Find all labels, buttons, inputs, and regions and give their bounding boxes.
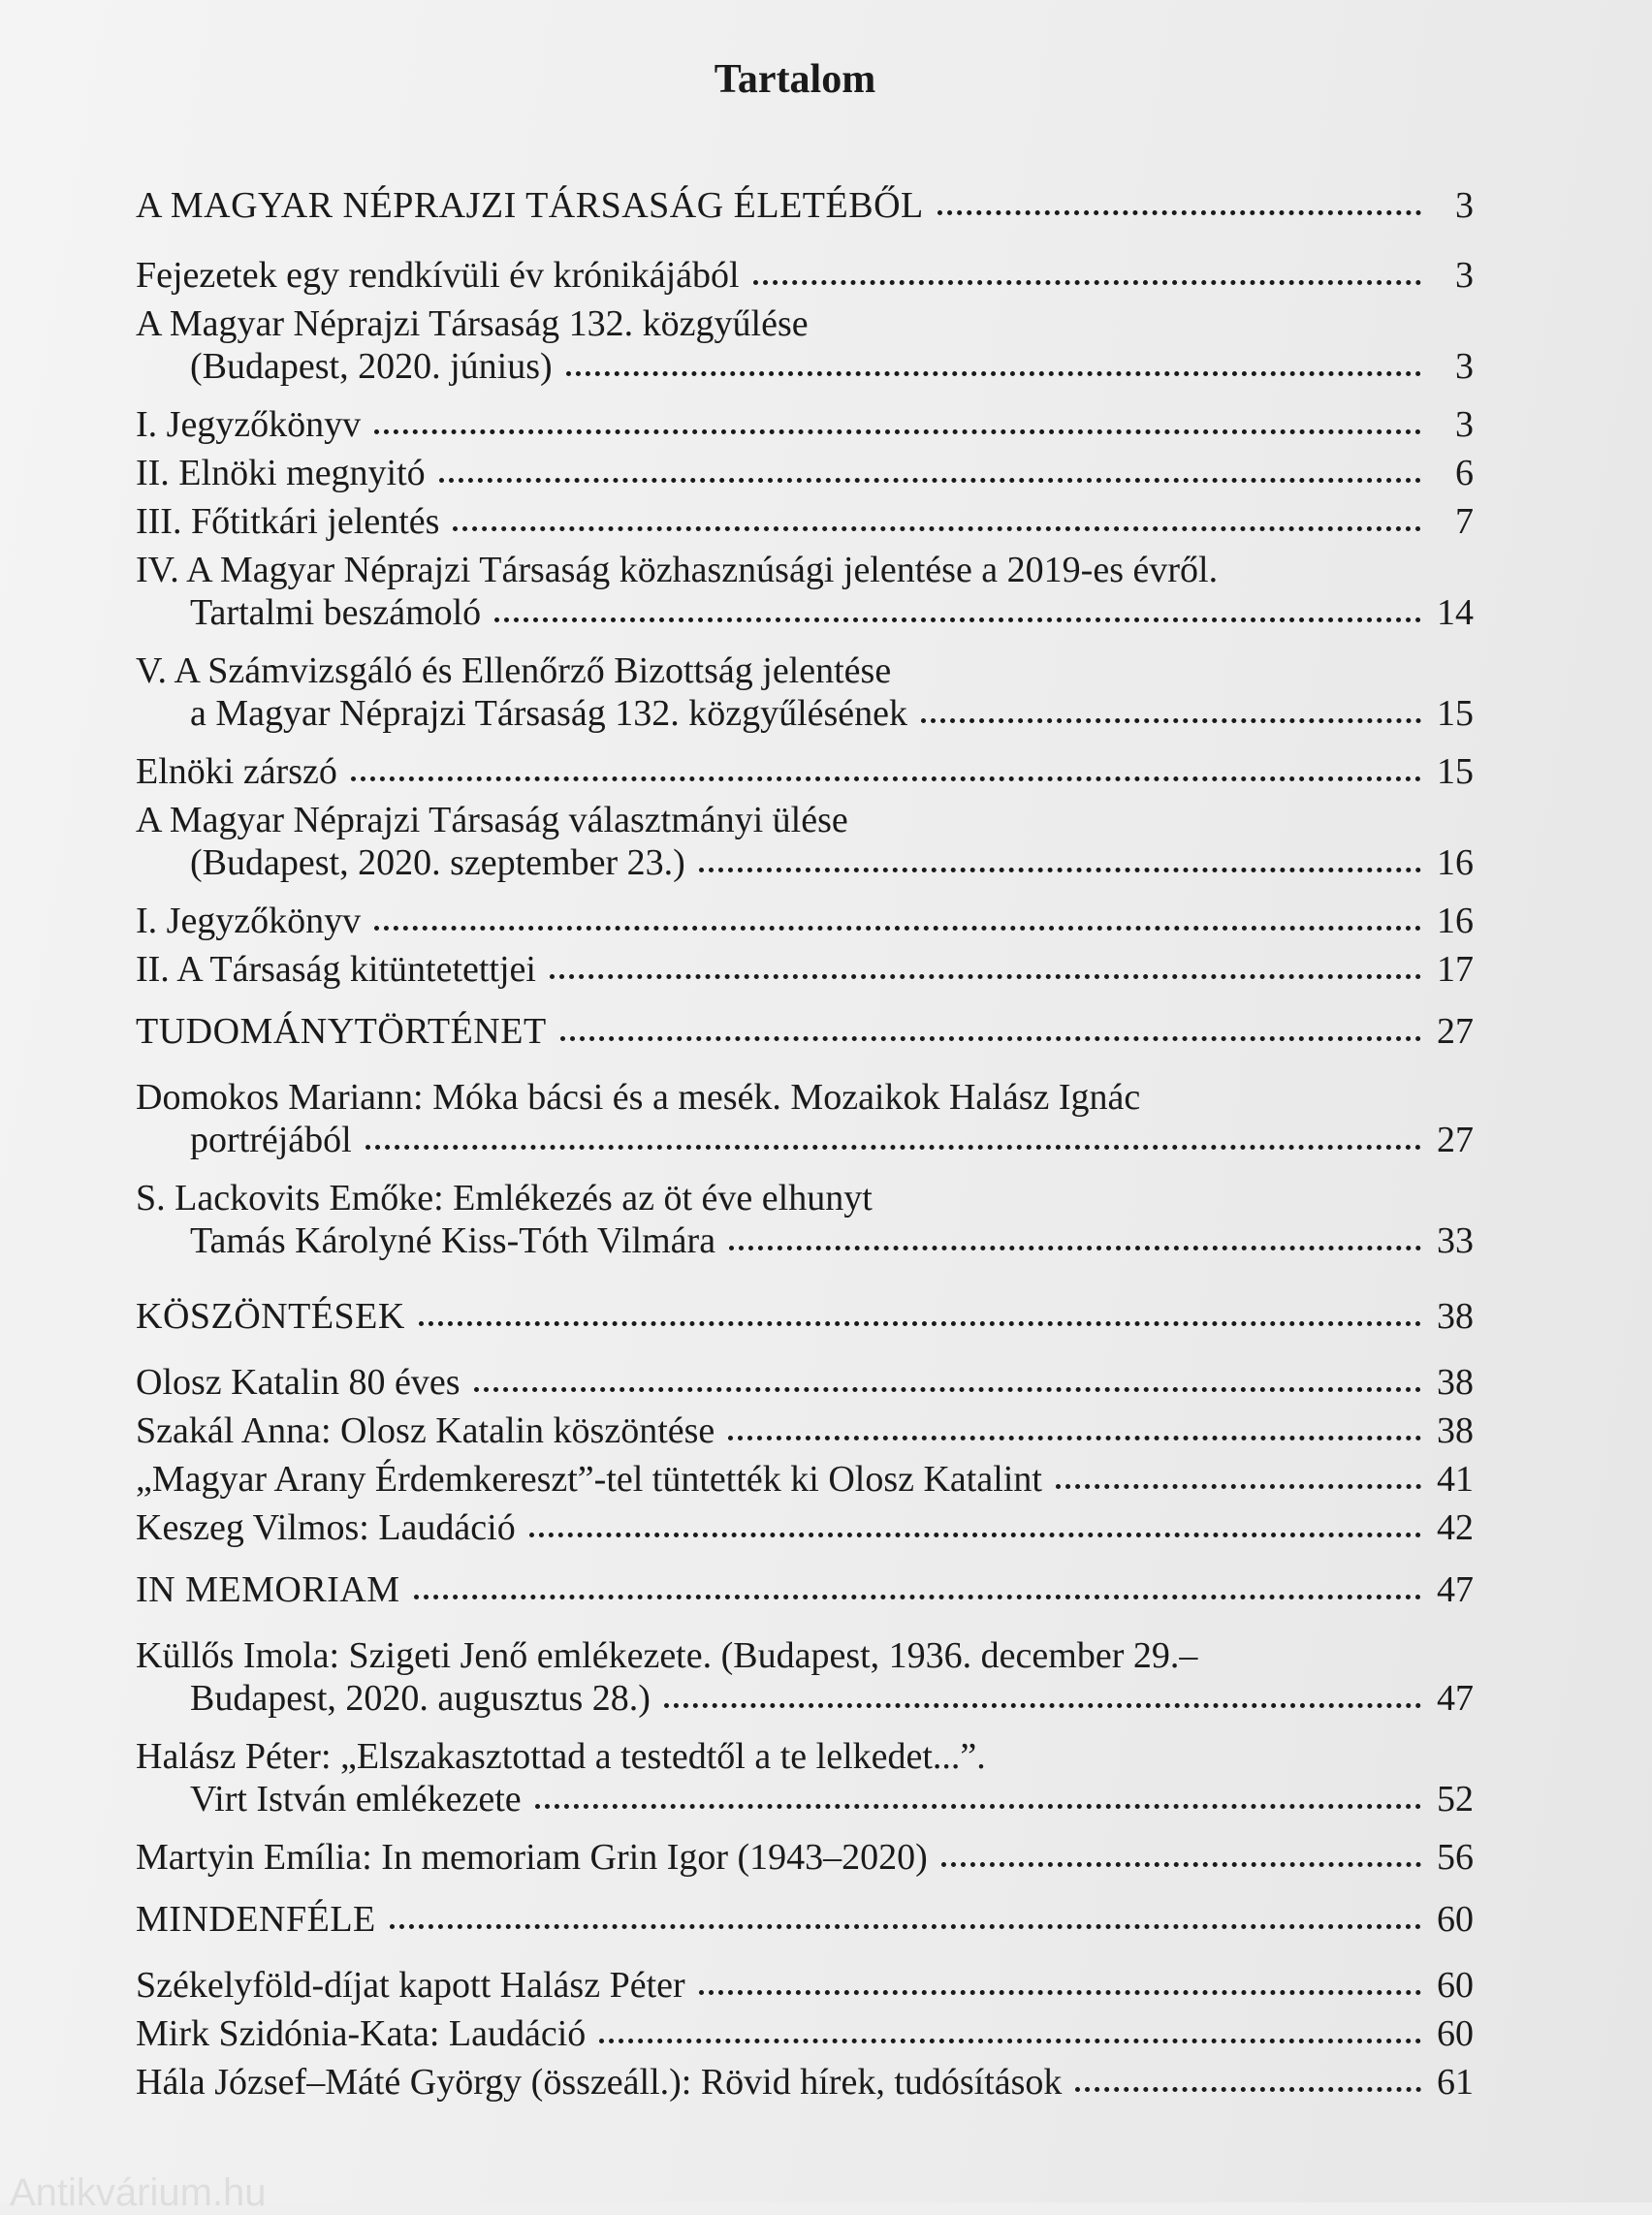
toc-entry-line bbox=[136, 184, 1474, 227]
toc-entry-title: A Magyar Néprajzi Társaság 132. közgyűlése bbox=[136, 303, 809, 344]
toc-entry-line bbox=[136, 302, 1474, 345]
toc-page-number: 14 bbox=[1437, 592, 1474, 633]
toc-entry-title: MINDENFÉLE bbox=[136, 1899, 376, 1940]
toc-entry-title: II. Elnöki megnyitó bbox=[136, 453, 426, 493]
toc-entry bbox=[136, 750, 1474, 793]
toc-entry-line bbox=[136, 1898, 1474, 1941]
toc-entry-line bbox=[136, 799, 1474, 841]
toc-entry-line bbox=[136, 900, 1474, 942]
toc-entry-line bbox=[136, 649, 1474, 692]
toc-entry-line bbox=[136, 254, 1474, 297]
dot-leader bbox=[1075, 2083, 1421, 2092]
toc-page-number: 16 bbox=[1437, 901, 1474, 941]
toc-entry-line bbox=[136, 591, 1474, 634]
dot-leader bbox=[494, 614, 1421, 622]
dot-leader bbox=[753, 276, 1421, 285]
toc-entry bbox=[136, 254, 1474, 297]
toc-page-number: 15 bbox=[1437, 693, 1474, 734]
toc-entry bbox=[136, 1634, 1474, 1720]
toc-page-number: 52 bbox=[1437, 1779, 1474, 1819]
toc-entry bbox=[136, 1361, 1474, 1404]
toc-entry bbox=[136, 1735, 1474, 1820]
toc-page-number: 27 bbox=[1437, 1120, 1474, 1160]
toc-page-number: 47 bbox=[1437, 1569, 1474, 1610]
toc-entry-title: (Budapest, 2020. szeptember 23.) bbox=[190, 842, 685, 883]
toc-section-heading bbox=[136, 1010, 1474, 1053]
dot-leader bbox=[941, 1858, 1421, 1867]
toc-entry-line bbox=[136, 1119, 1474, 1161]
toc-entry bbox=[136, 1506, 1474, 1549]
toc-entry-line bbox=[136, 1568, 1474, 1611]
toc-entry bbox=[136, 2012, 1474, 2055]
toc-entry-line bbox=[136, 1177, 1474, 1219]
toc-entry-title: Szakál Anna: Olosz Katalin köszöntése bbox=[136, 1410, 715, 1451]
toc-entry-line bbox=[136, 841, 1474, 884]
dot-leader bbox=[453, 522, 1421, 531]
toc-entry-line bbox=[136, 1964, 1474, 2007]
toc-page-number: 3 bbox=[1455, 404, 1474, 445]
toc-entry-title: „Magyar Arany Érdemkereszt”-tel tüntették ki Olosz Katalint bbox=[136, 1459, 1042, 1500]
toc-entry-line bbox=[136, 1010, 1474, 1053]
dot-leader bbox=[535, 1800, 1421, 1809]
toc-entry-title: IV. A Magyar Néprajzi Társaság közhasznúsági jelentése a 2019-es évről. bbox=[136, 550, 1219, 590]
toc-entry-line bbox=[136, 549, 1474, 591]
watermark: Antikvárium.hu bbox=[10, 2171, 267, 2214]
toc-entry-title: Budapest, 2020. augusztus 28.) bbox=[190, 1678, 651, 1719]
toc-entry bbox=[136, 2061, 1474, 2104]
toc-entry-line bbox=[136, 452, 1474, 494]
toc-page-number: 61 bbox=[1437, 2062, 1474, 2103]
toc-page-number: 38 bbox=[1437, 1362, 1474, 1403]
toc-entry bbox=[136, 1076, 1474, 1161]
toc-page-number: 3 bbox=[1455, 185, 1474, 226]
toc-page-number: 27 bbox=[1437, 1011, 1474, 1052]
toc-page-number: 56 bbox=[1437, 1837, 1474, 1878]
toc-entry-line bbox=[136, 500, 1474, 543]
toc-entry-line bbox=[136, 2061, 1474, 2104]
toc-entry-title: IN MEMORIAM bbox=[136, 1569, 400, 1610]
dot-leader bbox=[566, 367, 1421, 376]
toc-entry-title: III. Főtitkári jelentés bbox=[136, 501, 440, 542]
toc-entry-line bbox=[136, 1836, 1474, 1879]
toc-entry-title: Hála József–Máté György (összeáll.): Rövid hírek, tudósítások bbox=[136, 2062, 1063, 2103]
toc-entry-line bbox=[136, 1219, 1474, 1262]
toc-entry bbox=[136, 948, 1474, 991]
toc-page-number: 6 bbox=[1455, 453, 1474, 493]
toc-page-number: 47 bbox=[1437, 1678, 1474, 1719]
toc-entry-title: portréjából bbox=[190, 1120, 352, 1160]
toc-entry-title: Domokos Mariann: Móka bácsi és a mesék. Mozaikok Halász Ignác bbox=[136, 1077, 1141, 1118]
toc-entry-title: KÖSZÖNTÉSEK bbox=[136, 1296, 405, 1337]
toc-entry bbox=[136, 302, 1474, 388]
toc-entry-title: Küllős Imola: Szigeti Jenő emlékezete. (Budapest, 1936. december 29.– bbox=[136, 1635, 1198, 1676]
dot-leader bbox=[374, 922, 1421, 931]
page-title: Tartalom bbox=[714, 57, 876, 102]
toc-entry bbox=[136, 403, 1474, 446]
toc-entry-line bbox=[136, 1458, 1474, 1501]
toc-entry bbox=[136, 500, 1474, 543]
dot-leader bbox=[699, 1986, 1421, 1995]
toc-entry-title: II. A Társaság kitüntetettjei bbox=[136, 949, 536, 990]
toc-entry-title: TUDOMÁNYTÖRTÉNET bbox=[136, 1011, 547, 1052]
dot-leader bbox=[365, 1141, 1421, 1150]
toc-entry-line bbox=[136, 692, 1474, 735]
toc-entry bbox=[136, 452, 1474, 494]
dot-leader bbox=[937, 206, 1421, 215]
toc-entry bbox=[136, 1458, 1474, 1501]
dot-leader bbox=[374, 426, 1421, 434]
toc-entry bbox=[136, 649, 1474, 735]
toc-entry-title: Halász Péter: „Elszakasztottad a testedtől a te lelkedet...”. bbox=[136, 1736, 986, 1777]
toc-entry-title: Tartalmi beszámoló bbox=[190, 592, 482, 633]
toc-entry-title: Fejezetek egy rendkívüli év krónikájából bbox=[136, 255, 740, 296]
toc-page-number: 60 bbox=[1437, 2013, 1474, 2054]
toc-entry bbox=[136, 1409, 1474, 1452]
dot-leader bbox=[550, 970, 1421, 979]
toc-entry-title: Tamás Károlyné Kiss-Tóth Vilmára bbox=[190, 1220, 716, 1261]
toc-page-number: 17 bbox=[1437, 949, 1474, 990]
toc-entry-title: a Magyar Néprajzi Társaság 132. közgyűlésének bbox=[190, 693, 908, 734]
toc-entry bbox=[136, 1177, 1474, 1262]
toc-entry-title: I. Jegyzőkönyv bbox=[136, 901, 362, 941]
toc-entry bbox=[136, 1964, 1474, 2007]
dot-leader bbox=[419, 1317, 1421, 1326]
toc-entry-line bbox=[136, 948, 1474, 991]
toc-entry-title: V. A Számvizsgáló és Ellenőrző Bizottság jelentése bbox=[136, 650, 892, 691]
toc-entry-line bbox=[136, 345, 1474, 388]
toc-entry-line bbox=[136, 2012, 1474, 2055]
toc-entry-title: I. Jegyzőkönyv bbox=[136, 404, 362, 445]
toc-entry bbox=[136, 1836, 1474, 1879]
toc-page-number: 60 bbox=[1437, 1965, 1474, 2006]
dot-leader bbox=[664, 1699, 1421, 1708]
toc-entry-line bbox=[136, 1735, 1474, 1778]
dot-leader bbox=[921, 714, 1421, 723]
toc-entry-title: Székelyföld-díjat kapott Halász Péter bbox=[136, 1965, 685, 2006]
toc-entry bbox=[136, 799, 1474, 884]
toc-page-number: 38 bbox=[1437, 1410, 1474, 1451]
toc-page-number: 15 bbox=[1437, 751, 1474, 792]
toc-entry bbox=[136, 900, 1474, 942]
toc-section-heading bbox=[136, 1898, 1474, 1941]
dot-leader bbox=[728, 1432, 1421, 1440]
toc-page-number: 3 bbox=[1455, 255, 1474, 296]
toc-page-number: 41 bbox=[1437, 1459, 1474, 1500]
dot-leader bbox=[560, 1032, 1421, 1041]
toc-section-heading bbox=[136, 184, 1474, 227]
toc-entry-title: Olosz Katalin 80 éves bbox=[136, 1362, 461, 1403]
toc-entry-line bbox=[136, 1778, 1474, 1820]
toc-entry-line bbox=[136, 1677, 1474, 1720]
toc-entry-line bbox=[136, 1076, 1474, 1119]
toc-entry-line bbox=[136, 1634, 1474, 1677]
toc-page-number: 60 bbox=[1437, 1899, 1474, 1940]
toc-entry-title: Elnöki zárszó bbox=[136, 751, 337, 792]
toc-entry-title: (Budapest, 2020. június) bbox=[190, 346, 553, 387]
toc-entry bbox=[136, 549, 1474, 634]
toc-entry-line bbox=[136, 1361, 1474, 1404]
toc-entry-line bbox=[136, 1409, 1474, 1452]
toc-page-number: 3 bbox=[1455, 346, 1474, 387]
dot-leader bbox=[599, 2035, 1421, 2043]
dot-leader bbox=[351, 773, 1421, 781]
toc-entry-title: Martyin Emília: In memoriam Grin Igor (1943–2020) bbox=[136, 1837, 928, 1878]
toc-page-number: 38 bbox=[1437, 1296, 1474, 1337]
dot-leader bbox=[529, 1529, 1421, 1537]
toc-entry-line bbox=[136, 1295, 1474, 1338]
toc-entry-title: Mirk Szidónia-Kata: Laudáció bbox=[136, 2013, 587, 2054]
toc-entry-line bbox=[136, 1506, 1474, 1549]
dot-leader bbox=[439, 474, 1421, 483]
toc-entry-line bbox=[136, 750, 1474, 793]
toc-section-heading bbox=[136, 1568, 1474, 1611]
dot-leader bbox=[1056, 1480, 1421, 1489]
toc-entry-line bbox=[136, 403, 1474, 446]
dot-leader bbox=[414, 1591, 1421, 1599]
toc-section-heading bbox=[136, 1295, 1474, 1338]
dot-leader bbox=[699, 864, 1421, 872]
dot-leader bbox=[729, 1242, 1421, 1250]
toc-entry-title: Keszeg Vilmos: Laudáció bbox=[136, 1507, 516, 1548]
toc-entry-title: A MAGYAR NÉPRAJZI TÁRSASÁG ÉLETÉBŐL bbox=[136, 185, 924, 226]
toc-entry-title: Virt István emlékezete bbox=[190, 1779, 522, 1819]
toc-entry-title: A Magyar Néprajzi Társaság választmányi ülése bbox=[136, 800, 848, 840]
toc-page-number: 42 bbox=[1437, 1507, 1474, 1548]
toc-entry-title: S. Lackovits Emőke: Emlékezés az öt éve elhunyt bbox=[136, 1178, 873, 1218]
toc-page-number: 7 bbox=[1455, 501, 1474, 542]
toc-page-number: 33 bbox=[1437, 1220, 1474, 1261]
dot-leader bbox=[390, 1920, 1421, 1929]
dot-leader bbox=[474, 1383, 1421, 1392]
toc-page-number: 16 bbox=[1437, 842, 1474, 883]
